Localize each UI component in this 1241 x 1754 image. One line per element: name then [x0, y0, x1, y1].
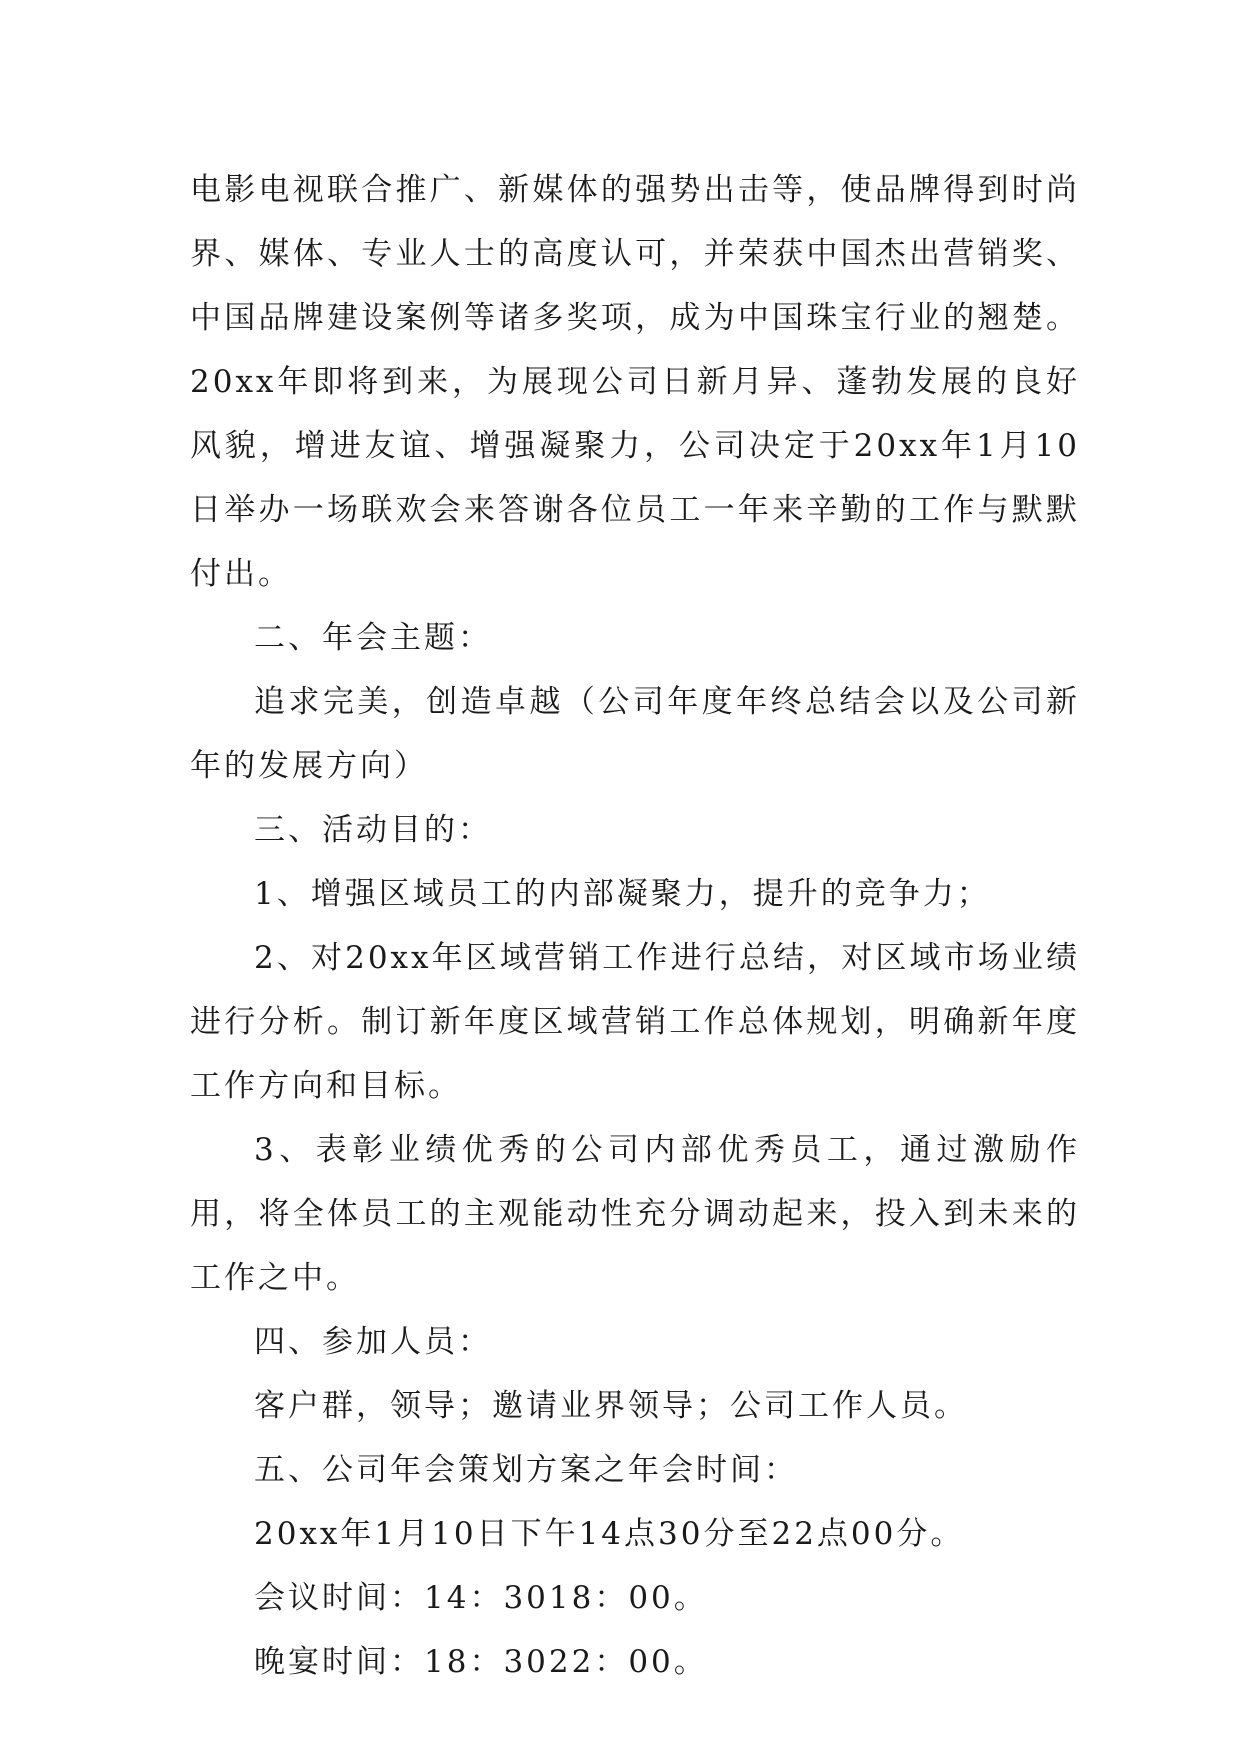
document-body: [190, 158, 1080, 1694]
paragraph-conference-time: 会议时间：14：3018：00。: [254, 1580, 708, 1616]
heading-participants: 四、参加人员：: [254, 1324, 492, 1360]
paragraph-background: 电影电视联合推广、新媒体的强势出击等，使品牌得到时尚界、媒体、专业人士的高度认可，并荣获中国杰出营销奖、中国品牌建设案例等诸多奖项，成为中国珠宝行业的翘楚。20xx年即将到来，为展现公司日新月异、蓬勃发展的良好风貌，增进友谊、增强凝聚力，公司决定于20xx年1月10日举办一场联欢会来答谢各位员工一年来辛勤的工作与默默付出。: [190, 172, 1080, 592]
paragraph-participants: 客户群，领导；邀请业界领导；公司工作人员。: [254, 1388, 968, 1424]
purpose-item-1: 1、增强区域员工的内部凝聚力，提升的竞争力；: [254, 876, 991, 912]
paragraph-theme: 追求完美，创造卓越（公司年度年终总结会以及公司新年的发展方向）: [190, 684, 1080, 784]
paragraph-banquet-time: 晚宴时间：18：3022：00。: [254, 1644, 708, 1680]
paragraph-date-time: 20xx年1月10日下午14点30分至22点00分。: [254, 1516, 965, 1552]
heading-meeting-time: 五、公司年会策划方案之年会时间：: [254, 1452, 798, 1488]
heading-annual-meeting-theme: 二、年会主题：: [254, 620, 492, 656]
purpose-item-2: 2、对20xx年区域营销工作进行总结，对区域市场业绩进行分析。制订新年度区域营销工作总体规划，明确新年度工作方向和目标。: [190, 940, 1080, 1104]
purpose-item-3: 3、表彰业绩优秀的公司内部优秀员工，通过激励作用，将全体员工的主观能动性充分调动起来，投入到未来的工作之中。: [190, 1132, 1080, 1296]
heading-activity-purpose: 三、活动目的：: [254, 812, 492, 848]
